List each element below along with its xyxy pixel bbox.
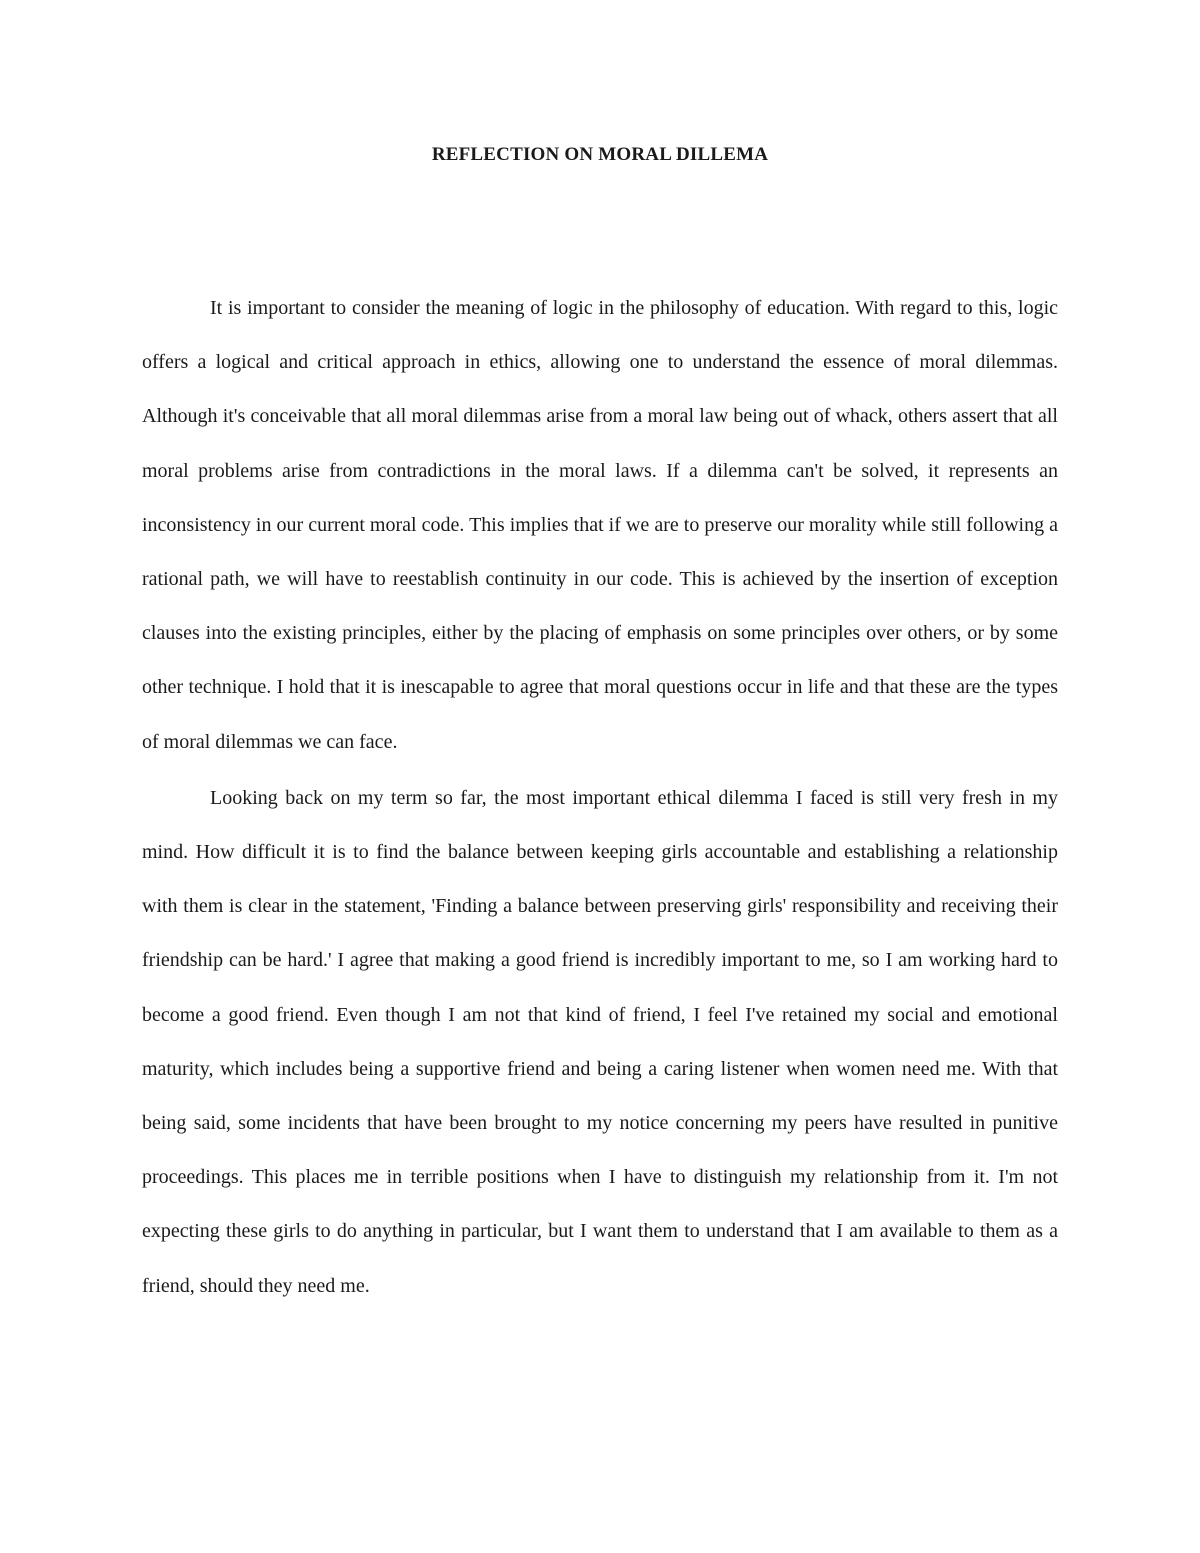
paragraph-2: Looking back on my term so far, the most important ethical dilemma I faced is still very fresh in my mind. How difficult it is to find the balance between keeping girls accountable and establishing a relationship with them is clear in the statement, 'Finding a balance between preserving girls' responsibility and receiving their friendship can be hard.' I agree that making a good friend is incredibly important to me, so I am working hard to become a good friend. Even though I am not that kind of friend, I feel I've retained my social and emotional maturity, which includes being a supportive friend and being a caring listener when women need me. With that being said, some incidents that have been brought to my notice concerning my peers have resulted in punitive proceedings. This places me in terrible positions when I have to distinguish my relationship from it. I'm not expecting these girls to do anything in particular, but I want them to understand that I am available to them as a friend, should they need me. [142, 786, 1058, 1297]
paragraph-1: It is important to consider the meaning of logic in the philosophy of education. With regard to this, logic offers a logical and critical approach in ethics, allowing one to understand the essence of moral dilemmas. Although it's conceivable that all moral dilemmas arise from a moral law being out of whack, others assert that all moral problems arise from contradictions in the moral laws. If a dilemma can't be solved, it represents an inconsistency in our current moral code. This implies that if we are to preserve our morality while still following a rational path, we will have to reestablish continuity in our code. This is achieved by the insertion of exception clauses into the existing principles, either by the placing of emphasis on some principles over others, or by some other technique. I hold that it is inescapable to agree that moral questions occur in life and that these are the types of moral dilemmas we can face. [142, 297, 1058, 753]
body-text [142, 281, 1058, 1313]
page-title: REFLECTION ON MORAL DILLEMA [431, 144, 769, 165]
